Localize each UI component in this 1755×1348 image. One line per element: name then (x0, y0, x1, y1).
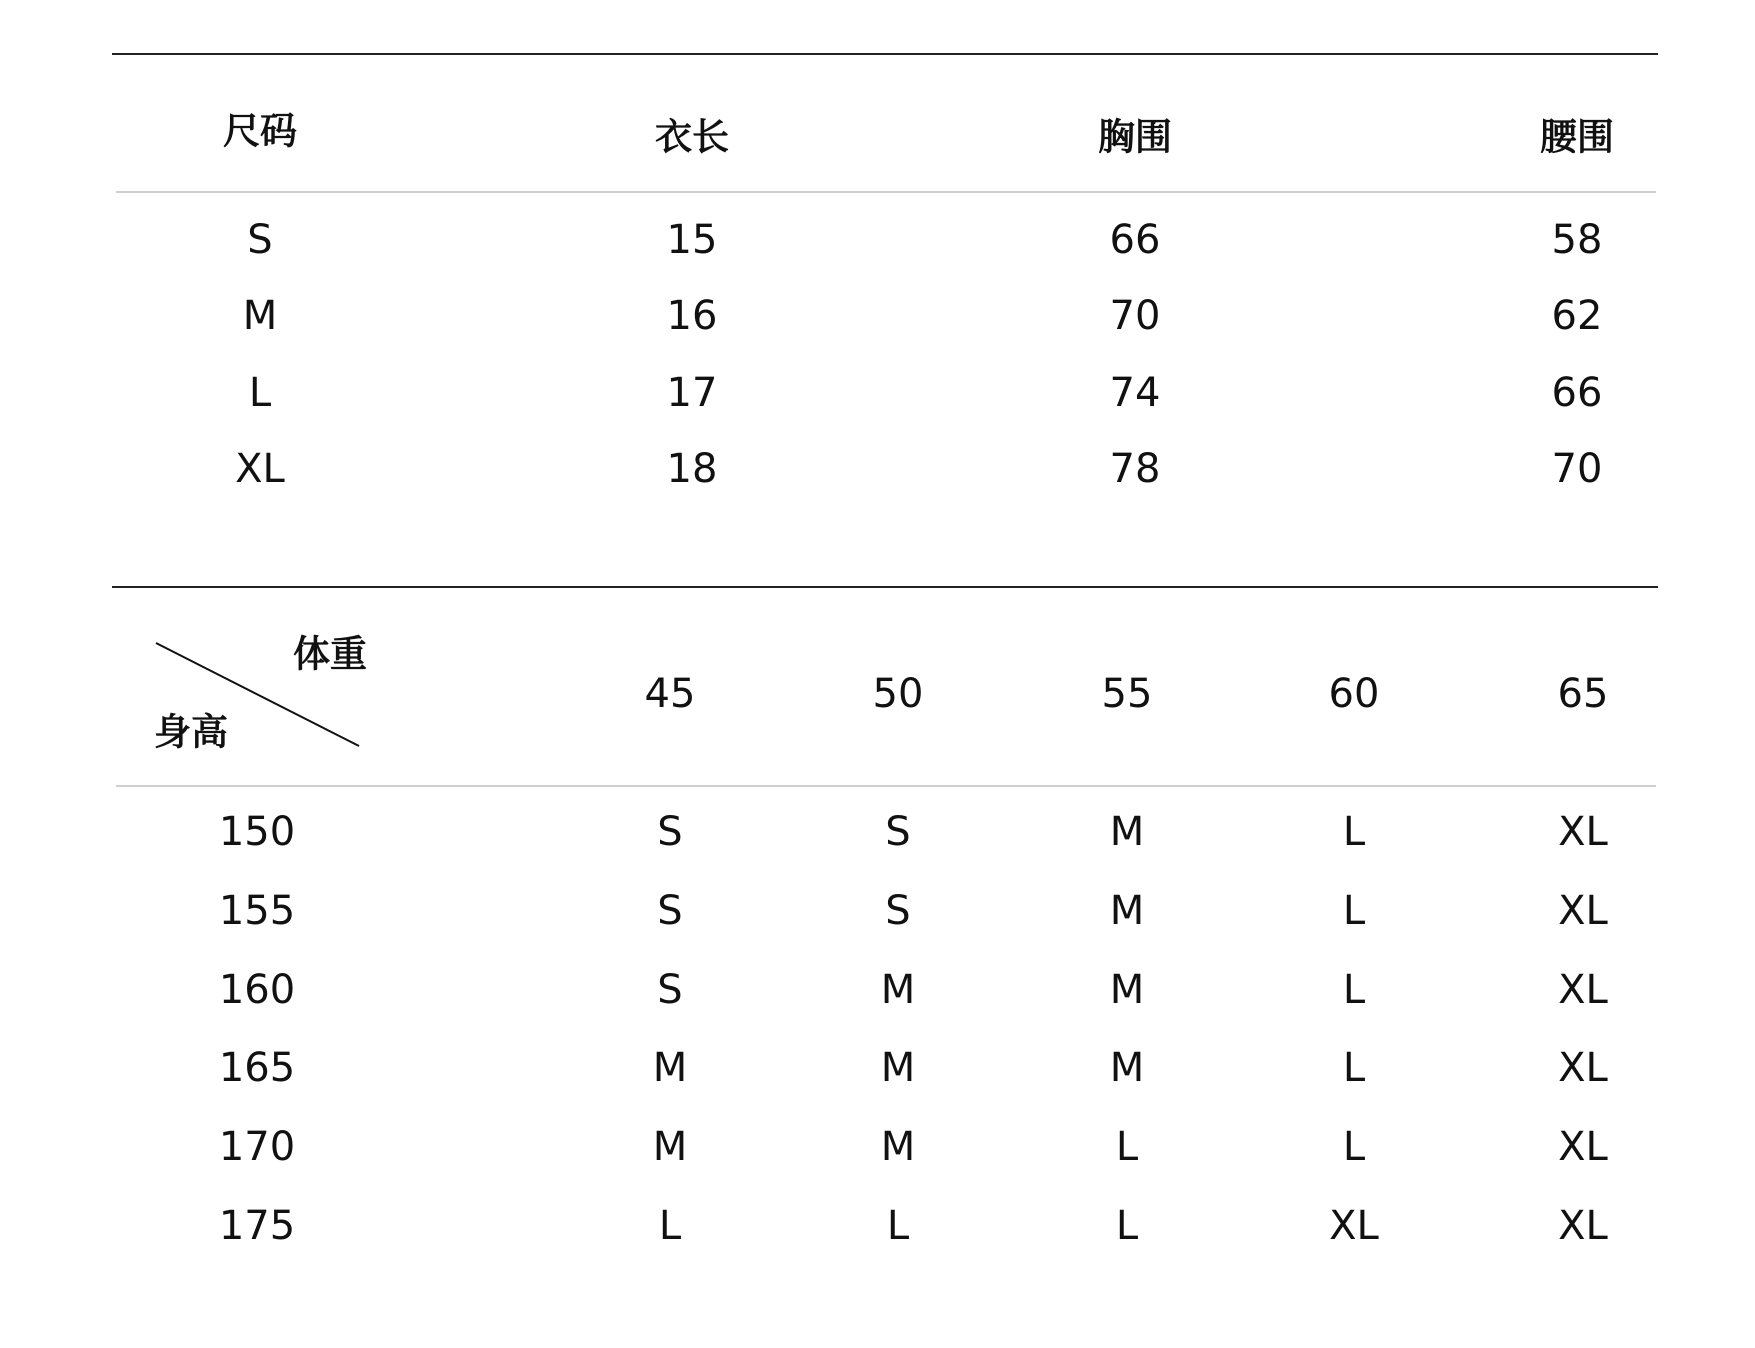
fit-size-cell: XL (1558, 1124, 1608, 1170)
waist-cell: 66 (1551, 370, 1603, 416)
fit-size-cell: XL (1329, 1203, 1379, 1249)
fit-size-cell: M (880, 1124, 916, 1170)
size-cell: M (242, 293, 278, 339)
fit-size-cell: L (1342, 888, 1366, 934)
size-cell: L (248, 370, 272, 416)
corner-label-weight: 体重 (293, 632, 367, 676)
fit-size-cell: M (1109, 809, 1145, 855)
fit-size-cell: XL (1558, 967, 1608, 1013)
size-table-header-rule (116, 191, 1656, 193)
waist-cell: 70 (1551, 446, 1603, 492)
length-cell: 16 (666, 293, 718, 339)
header-length: 衣长 (655, 115, 729, 159)
length-cell: 17 (666, 370, 718, 416)
waist-cell: 62 (1551, 293, 1603, 339)
fit-size-cell: L (658, 1203, 682, 1249)
fit-size-cell: L (1342, 1045, 1366, 1091)
chest-cell: 74 (1109, 370, 1161, 416)
fit-size-cell: S (885, 809, 911, 855)
fit-size-cell: S (657, 888, 683, 934)
length-cell: 15 (666, 217, 718, 263)
weight-header: 50 (872, 671, 924, 717)
weight-header: 55 (1101, 671, 1153, 717)
height-cell: 175 (218, 1203, 296, 1249)
fit-size-cell: M (1109, 967, 1145, 1013)
size-cell: XL (235, 446, 285, 492)
fit-size-cell: M (880, 967, 916, 1013)
header-size: 尺码 (223, 109, 297, 153)
fit-size-cell: M (880, 1045, 916, 1091)
fit-size-cell: XL (1558, 1045, 1608, 1091)
fit-size-cell: S (885, 888, 911, 934)
fit-size-cell: M (1109, 888, 1145, 934)
height-cell: 155 (218, 888, 296, 934)
weight-header: 60 (1328, 671, 1380, 717)
fit-size-cell: M (652, 1124, 688, 1170)
fit-size-cell: L (1115, 1124, 1139, 1170)
height-cell: 150 (218, 809, 296, 855)
header-waist: 腰围 (1540, 115, 1614, 159)
waist-cell: 58 (1551, 217, 1603, 263)
chest-cell: 70 (1109, 293, 1161, 339)
fit-size-cell: XL (1558, 1203, 1608, 1249)
weight-header: 45 (644, 671, 696, 717)
fit-size-cell: L (1342, 809, 1366, 855)
height-cell: 165 (218, 1045, 296, 1091)
height-cell: 160 (218, 967, 296, 1013)
fit-table-header-rule (116, 785, 1656, 787)
fit-size-cell: S (657, 809, 683, 855)
chest-cell: 78 (1109, 446, 1161, 492)
fit-size-cell: XL (1558, 888, 1608, 934)
fit-size-cell: S (657, 967, 683, 1013)
fit-size-cell: L (1342, 967, 1366, 1013)
length-cell: 18 (666, 446, 718, 492)
corner-label-height: 身高 (154, 710, 228, 754)
fit-table-top-rule (112, 586, 1658, 588)
fit-size-cell: L (1115, 1203, 1139, 1249)
weight-header: 65 (1557, 671, 1609, 717)
fit-size-cell: L (1342, 1124, 1366, 1170)
chest-cell: 66 (1109, 217, 1161, 263)
size-cell: S (247, 217, 273, 263)
size-table-top-rule (112, 53, 1658, 55)
fit-size-cell: L (886, 1203, 910, 1249)
fit-size-cell: XL (1558, 809, 1608, 855)
height-cell: 170 (218, 1124, 296, 1170)
fit-size-cell: M (652, 1045, 688, 1091)
fit-size-cell: M (1109, 1045, 1145, 1091)
header-chest: 胸围 (1098, 115, 1172, 159)
